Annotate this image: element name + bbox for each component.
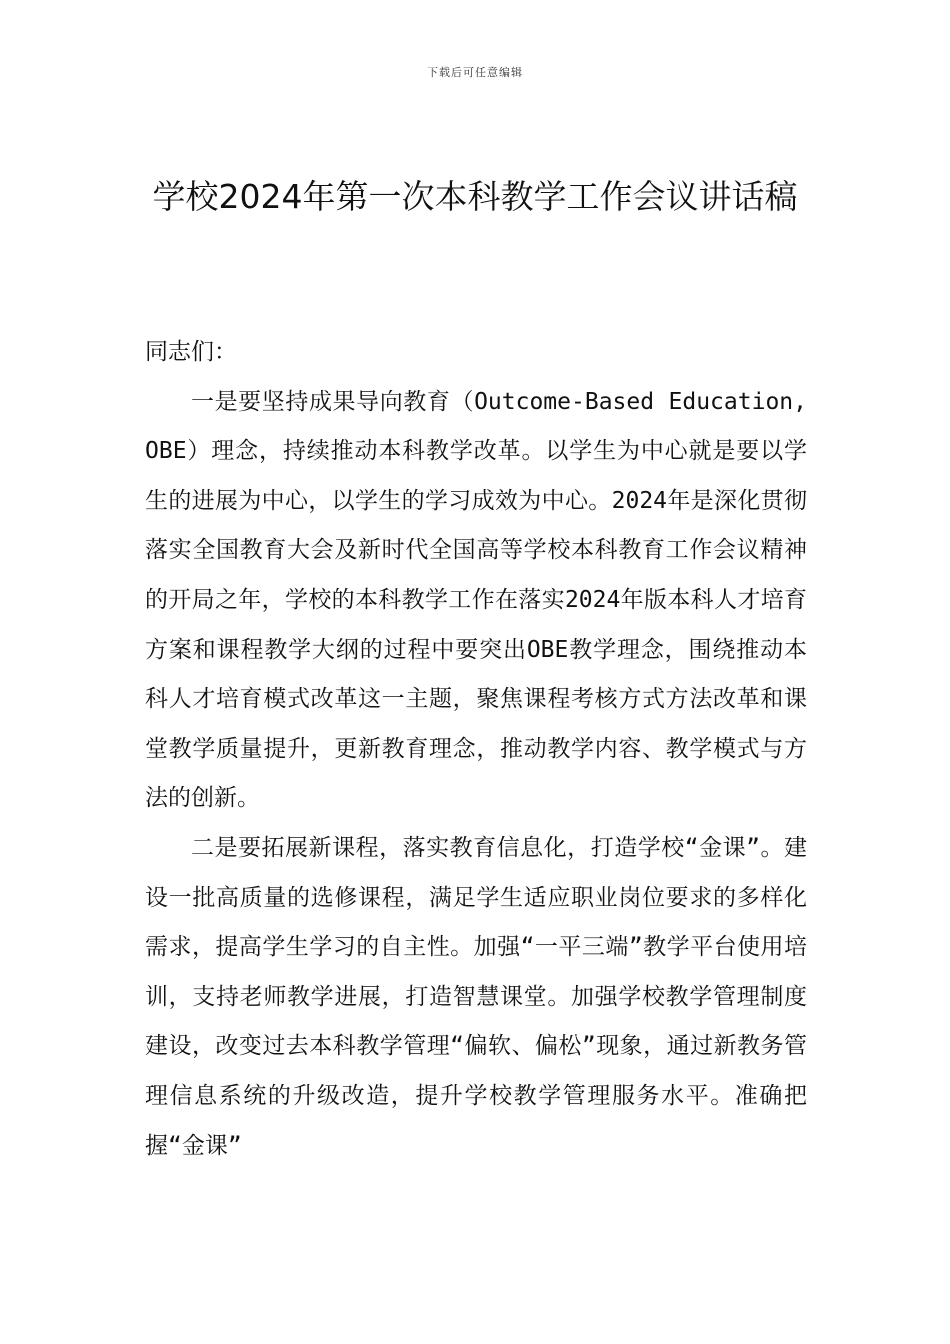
paragraph-2: 二是要拓展新课程，落实教育信息化，打造学校“金课”。建设一批高质量的选修课程，满足学生适应职业岗位要求的多样化需求，提高学生学习的自主性。加强“一平三端”教学平台使用培训，支持老师教学进展，打造智慧课堂。加强学校教学管理制度建设，改变过去本科教学管理“偏软、偏松”现象，通过新教务管理信息系统的升级改造，提升学校教学管理服务水平。准确把握“金课” bbox=[145, 834, 807, 1159]
paragraph-1: 一是要坚持成果导向教育（Outcome-Based Education, OBE）理念，持续推动本科教学改革。以学生为中心就是要以学生的进展为中心，以学生的学习成效为中心。2024年是深化贯彻落实全国教育大会及新时代全国高等学校本科教育工作会议精神的开局之年，学校的本科教学工作在落实2024年版本科人才培育方案和课程教学大纲的过程中要突出OBE教学理念，围绕推动本科人才培育模式改革这一主题，聚焦课程考核方式方法改革和课堂教学质量提升，更新教育理念，推动教学内容、教学模式与方法的创新。 bbox=[145, 388, 807, 812]
document-body bbox=[145, 328, 807, 1171]
salutation: 同志们： bbox=[145, 339, 237, 365]
header-note: 下载后可任意编辑 bbox=[427, 66, 523, 79]
document-title: 学校2024年第一次本科教学工作会议讲话稿 bbox=[152, 177, 798, 216]
